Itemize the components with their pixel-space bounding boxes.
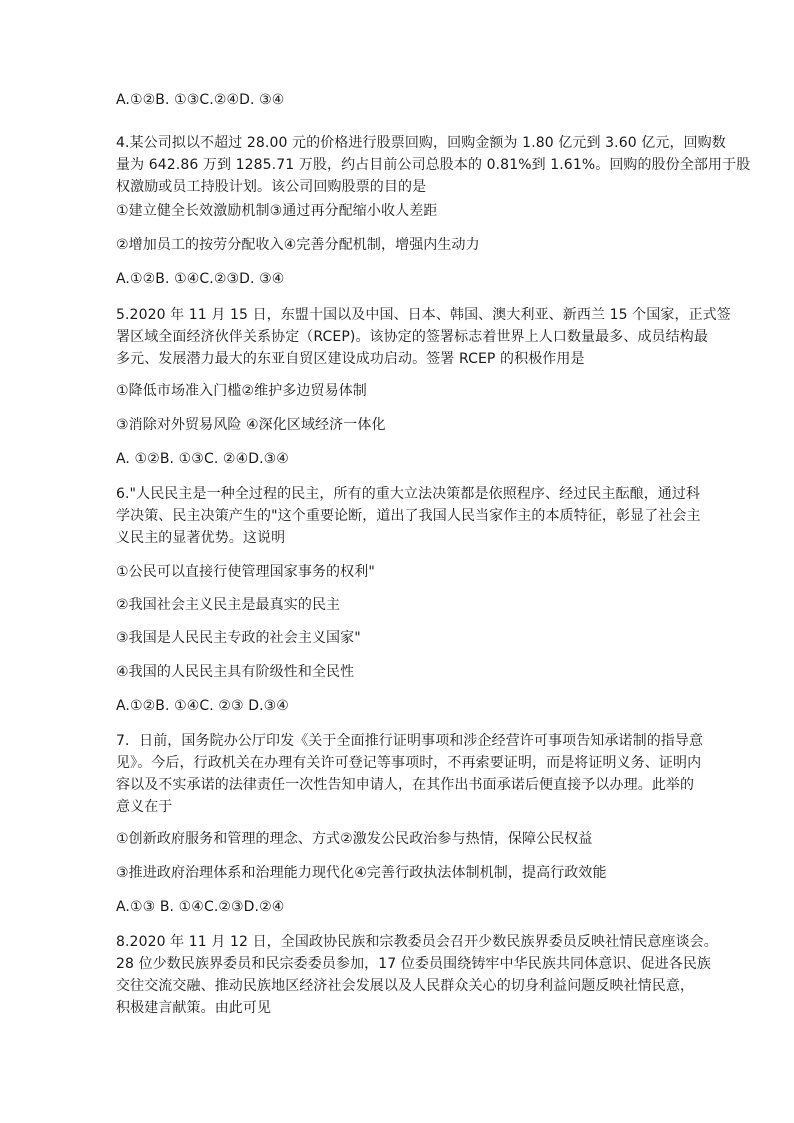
q6-options: A.①②B. ①④C. ②③ D.③④ xyxy=(116,698,289,714)
q6-statement-4: ④我国的人民民主具有阶级性和全民性 xyxy=(116,664,355,680)
q5-stem-line-1: 5.2020 年 11 月 15 日，东盟十国以及中国、日本、韩国、澳大利亚、新西兰 15 个国家，正式签 xyxy=(116,307,731,323)
q5-stem-line-2: 署区域全面经济伙伴关系协定（RCEP)。该协定的签署标志着世界上人口数量最多、成员结构最 xyxy=(116,329,708,345)
q7-stem-line-2: 见》。今后，行政机关在办理有关许可登记等事项时，不再索要证明，而是将证明义务、证明内 xyxy=(116,755,702,771)
q8-stem-line-4: 积极建言献策。由此可见 xyxy=(116,1000,272,1016)
q3-options: A.①②B. ①③C.②④D. ③④ xyxy=(116,92,285,108)
q5-statement-1-2: ①降低市场准入门槛②维护多边贸易体制 xyxy=(116,383,367,399)
q7-stem-line-4: 意义在于 xyxy=(116,799,173,815)
q6-stem-line-3: 义民主的显著优势。这说明 xyxy=(116,530,286,546)
q4-statement-1-3: ①建立健全长效激励机制③通过再分配缩小收人差距 xyxy=(116,203,438,219)
q4-stem-line-1: 4.某公司拟以不超过 28.00 元的价格进行股票回购，回购金额为 1.80 亿元到 3.60 亿元，回购数 xyxy=(116,135,726,151)
q4-statement-2-4: ②增加员工的按劳分配收入④完善分配机制，增强内生动力 xyxy=(116,237,480,253)
q8-stem-line-3: 交往交流交融、推动民族地区经济社会发展以及人民群众关心的切身利益问题反映社情民意， xyxy=(116,978,695,994)
q4-stem-line-2: 量为 642.86 万到 1285.71 万股，约占目前公司总股本的 0.81%到 1.61%。回购的股份全部用于股 xyxy=(116,157,751,173)
q7-statement-1-2: ①创新政府服务和管理的理念、方式②激发公民政治参与热情，保障公民权益 xyxy=(116,831,593,847)
q7-options: A.①③ B. ①④C.②③D.②④ xyxy=(116,899,285,915)
q8-stem-line-2: 28 位少数民族界委员和民宗委委员参加，17 位委员围绕铸牢中华民族共同体意识、促进各民族 xyxy=(116,956,712,972)
q4-stem-line-3: 权激励或员工持股计划。该公司回购股票的目的是 xyxy=(116,179,427,195)
q7-stem-line-1: 7．日前，国务院办公厅印发《关于全面推行证明事项和涉企经营许可事项告知承诺制的指导意 xyxy=(116,733,704,749)
q6-stem-line-2: 学决策、民主决策产生的"这个重要论断，道出了我国人民当家作主的本质特征，彰显了社会主 xyxy=(116,508,701,524)
q6-statement-3: ③我国是人民民主专政的社会主义国家" xyxy=(116,630,361,646)
q5-options: A. ①②B. ①③C. ②④D.③④ xyxy=(116,451,289,467)
q5-stem-line-3: 多元、发展潜力最大的东亚自贸区建设成功启动。签署 RCEP 的积极作用是 xyxy=(116,351,585,367)
q6-stem-line-1: 6."人民民主是一种全过程的民主，所有的重大立法决策都是依照程序、经过民主酝酿，通过科 xyxy=(116,486,701,502)
q6-statement-1: ①公民可以直接行使管理国家事务的权利" xyxy=(116,564,375,580)
q8-stem-line-1: 8.2020 年 11 月 12 日，全国政协民族和宗教委员会召开少数民族界委员反映社情民意座谈会。 xyxy=(116,934,718,950)
q4-options: A.①②B. ①④C.②③D. ③④ xyxy=(116,271,285,287)
q7-statement-3-4: ③推进政府治理体系和治理能力现代化④完善行政执法体制机制，提高行政效能 xyxy=(116,865,607,881)
q6-statement-2: ②我国社会主义民主是最真实的民主 xyxy=(116,597,341,613)
q5-statement-3-4: ③消除对外贸易风险 ④深化区域经济一体化 xyxy=(116,417,386,433)
q7-stem-line-3: 容以及不实承诺的法律责任一次性告知申请人，在其作出书面承诺后便直接予以办理。此举的 xyxy=(116,777,695,793)
